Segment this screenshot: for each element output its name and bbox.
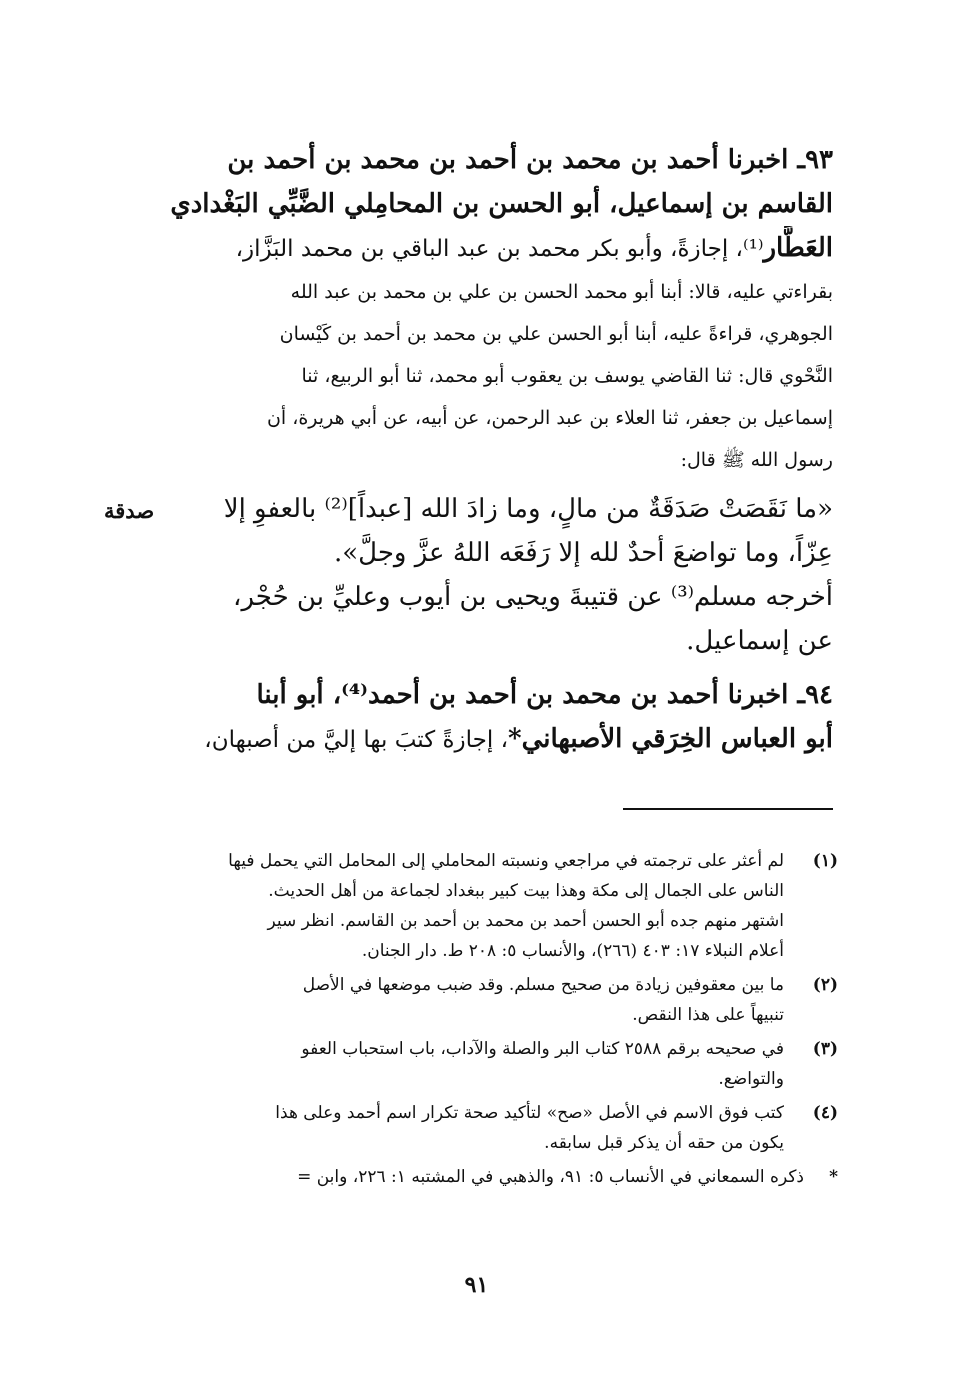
footnote-number: (١) [812, 851, 838, 871]
footnote-marker: * [829, 1167, 838, 1187]
isnad-line: النَّحْوي قال: ثنا القاضي يوسف بن يعقوب أبو محمد، ثنا أبو الربيع، ثنا [301, 365, 833, 387]
footnote-line: تنبيهاً على هذا النقص. [632, 1005, 784, 1025]
narrator-name: العَطَّار [763, 233, 833, 263]
main-text [117, 138, 833, 762]
footnote [108, 846, 838, 966]
footnotes [108, 846, 838, 1196]
hadith-93-mixed-line [117, 226, 833, 271]
takhrij-line: أخرجه مسلم⁽³⁾ عن قتيبةَ ويحيى بن أيوب وعليِّ بن حُجْر، [233, 582, 833, 612]
narrator-continuation: ⁽¹⁾، إجازةً، وأبو بكر محمد بن عبد الباقي بن محمد البَزَّاز، [235, 236, 764, 262]
footnote [108, 1034, 838, 1094]
isnad-line: إسماعيل بن جعفر، ثنا العلاء بن عبد الرحمن، عن أبيه، عن أبي هريرة، أن [266, 407, 833, 429]
takhrij-line: عن إسماعيل. [686, 626, 833, 656]
narrator-name: أبو العباس الخِرَقي الأصبهاني* [508, 724, 833, 754]
footnote-line: كتب فوق الاسم في الأصل «صح» لتأكيد صحة تكرار اسم أحمد وعلى هذا [275, 1103, 784, 1123]
footnote-line: ذكره السمعاني في الأنساب ٥: ٩١، والذهبي في المشتبه ١: ٢٢٦، وابن = [297, 1167, 804, 1187]
hadith-94 [117, 673, 833, 762]
footnote [108, 1098, 838, 1158]
isnad-line: رسول الله ﷺ قال: [680, 449, 833, 471]
hadith-94-heading-line: ٩٤ـ اخبرنا أحمد بن محمد بن أحمد بن أحمد⁽⁴⁾، أبو أبنا [256, 680, 833, 710]
hadith-93 [117, 138, 833, 663]
narrator-continuation: ، إجازةً كتبَ بها إليَّ من أصبهان، [204, 727, 508, 753]
footnote-number: (٣) [812, 1039, 838, 1059]
footnote-separator [623, 808, 833, 810]
hadith-93-heading-line: القاسم بن إسماعيل، أبو الحسن بن المحامِلي الضَّبِّي البَغْدادي [170, 189, 833, 219]
hadith-93-heading-line: ٩٣ـ اخبرنا أحمد بن محمد بن أحمد بن محمد بن أحمد بن [227, 145, 833, 175]
footnote-number: (٢) [812, 975, 838, 995]
footnote [108, 1162, 838, 1192]
matn-line: «ما نَقَصَتْ صَدَقَةٌ من مالٍ، وما زادَ الله [عبداً]⁽²⁾ بالعفوِ إلا [223, 494, 833, 524]
footnote-line: لم أعثر على ترجمته في مراجعي ونسبته المحاملي إلى المحامل التي يحمل فيها [228, 851, 784, 871]
footnote-line: اشتهر منهم جده أبو الحسن أحمد بن محمد بن أحمد بن القاسم. انظر سير [267, 911, 784, 931]
isnad-line: الجوهري، قراءةً عليه، أبنا أبو الحسن علي بن محمد بن أحمد بن كَيْسان [279, 323, 833, 345]
footnote-line: في صحيحه برقم ٢٥٨٨ كتاب البر والصلة والآداب، باب استحباب العفو [301, 1039, 784, 1059]
hadith-94-mixed-line [117, 717, 833, 762]
footnote-number: (٤) [812, 1103, 838, 1123]
page-number: ٩١ [464, 1272, 489, 1298]
footnote-line: أعلام النبلاء ١٧: ٤٠٣ (٢٦٦)، والأنساب ٥: ٢٠٨ ط. دار الجنان. [361, 941, 784, 961]
footnote-line: الناس على الجمال إلى مكة وهذا بيت كبير ببغداد لجماعة من أهل الحديث. [268, 881, 784, 901]
isnad-line: بقراءتي عليه، قالا: أبنا أبو محمد الحسن بن علي بن محمد بن عبد الله [290, 281, 833, 303]
footnote [108, 970, 838, 1030]
footnote-line: والتواضع. [718, 1069, 784, 1089]
margin-keyword: صدقة [104, 498, 155, 523]
footnote-line: ما بين معقوفين زيادة من صحيح مسلم. وقد ضبب موضعها في الأصل [302, 975, 784, 995]
matn-line: عِزّاً، وما تواضعَ أحدٌ لله إلا رَفَعَه اللهُ عزَّ وجلَّ». [333, 538, 833, 568]
footnote-line: يكون من حقه أن يذكر قبل سابقه. [544, 1133, 784, 1153]
